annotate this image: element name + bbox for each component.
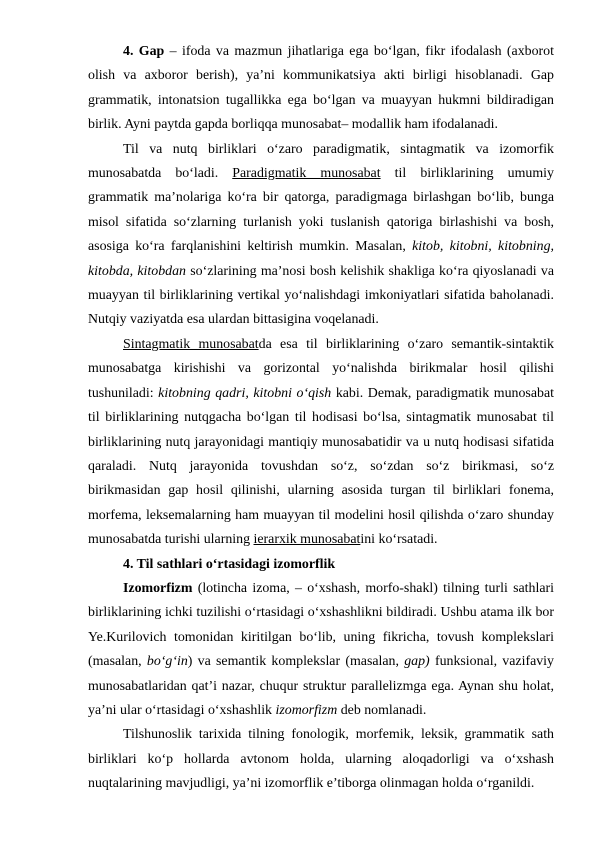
document-page — [88, 40, 554, 797]
paragraph-syntagmatic — [88, 333, 554, 553]
paragraph-text: ini ko‘rsatadi. — [360, 532, 438, 548]
section-heading: 4. Til sathlari o‘rtasidagi izomorflik — [123, 556, 336, 572]
paragraph-text: da esa til birliklarining o‘zaro semantik-sintaktik munosabatga kirishishi va gorizontal yo‘nalishda birikmalar hosil qilishi tushuniladi: — [88, 336, 554, 401]
example-sentence: gap) — [404, 654, 430, 670]
paragraph-relations — [88, 138, 554, 333]
paragraph-text: til birliklarining umumiy grammatik ma’nolariga ko‘ra bir qatorga, paradigmaga birlashgan bo‘lib, bunga misol sifatida so‘zlarning turlanish yoki tuslanish qatoriga birlashishi va bosh, asosiga ko‘ra farqlanishini keltirish mumkin. Masalan, — [88, 166, 554, 255]
example-words: kitob, kitobni, kitobning, kitobda, kitobdan — [88, 239, 554, 279]
paragraph-text: Til va nutq birliklari o‘zaro paradigmatik, sintagmatik va izomorfik munosabatda bo‘ladi. — [88, 141, 554, 182]
term-syntagmatic: Sintagmatik munosabat — [123, 336, 259, 352]
paragraph-history: Tilshunoslik tarixida tilning fonologik, morfemik, leksik, grammatik sath birliklari ko‘p hollarda avtonom holda, ularning aloqadorligi va o‘xshash nuqtalarining mavjudligi, ya’ni izomorflik e’tiborga olinmagan holda o‘rganildi. — [88, 727, 554, 792]
example-phrases: kitobning qadri, kitobni o‘qish — [158, 385, 332, 401]
paragraph-text: so‘zlarining ma’nosi bosh kelishik shakliga ko‘ra qiyoslanadi va muayyan til birliklarining vertikal yo‘nalishdagi imkoniyatlari sifatida baholanadi. Nutqiy vaziyatda esa ulardan bittasigina voqelanadi. — [88, 263, 554, 328]
paragraph-text: (lotincha izoma, – o‘xshash, morfo-shakl) tilning turli sathlari birliklarining ichki tuzilishi o‘rtasidagi o‘xshashlikni bildiradi. Ushbu atama ilk bor Ye.Kurilovich tomonidan kiritilgan bo‘lib, uning fikricha, tovush komplekslari (masalan, — [88, 580, 554, 670]
paragraph-gap-definition — [88, 40, 554, 138]
paragraph-isomorphism — [88, 577, 554, 723]
term-izomorfizm: izomorfizm — [275, 702, 338, 718]
paragraph-text: funksional, vazifaviy munosabatlaridan qat’i nazar, chuqur struktur parallelizmga ega. Aynan shu holat, ya’ni ular o‘rtasidagi o‘xshashlik — [88, 654, 554, 718]
term-isomorphism: Izomorfizm — [123, 580, 193, 596]
paragraph-text: deb nomlanadi. — [337, 702, 427, 718]
term-gap: 4. Gap — [123, 44, 165, 59]
term-paradigmatic: Paradigmatik munosabat — [232, 166, 381, 182]
paragraph-text: kabi. Demak, paradigmatik munosabat til birliklarining nutqgacha bo‘lgan til hodisasi bo‘lsa, sintagmatik munosabat til birliklarining nutq jarayonidagi mantiqiy munosabatidir va u nutq hodisasi sifatida qaraladi. Nutq jarayonida tovushdan so‘z, so‘zdan so‘z birikmasi, so‘z birikmasidan gap hosil qilinishi, ularning asosida turgan til birliklari fonema, morfema, leksemalarning ham muayyan til modelini hosil qilishda o‘zaro shunday munosabatda turishi ularning — [88, 385, 554, 548]
term-hierarchical: ierarxik munosabat — [253, 532, 361, 548]
example-syllable: bo‘g‘in — [146, 654, 188, 670]
paragraph-text: ) va semantik komplekslar (masalan, — [187, 654, 405, 670]
paragraph-text: – ifoda va mazmun jihatlariga ega bo‘lgan, fikr ifodalash (axborot olish va axboror berish), ya’ni kommunikatsiya akti birligi hisoblanadi. Gap grammatik, intonatsion tugallikka ega bo‘lgan va muayyan hukmni bildiradigan birlik. Ayni paytda gapda borliqqa munosabat– modallik ham ifodalanadi. — [88, 44, 554, 133]
